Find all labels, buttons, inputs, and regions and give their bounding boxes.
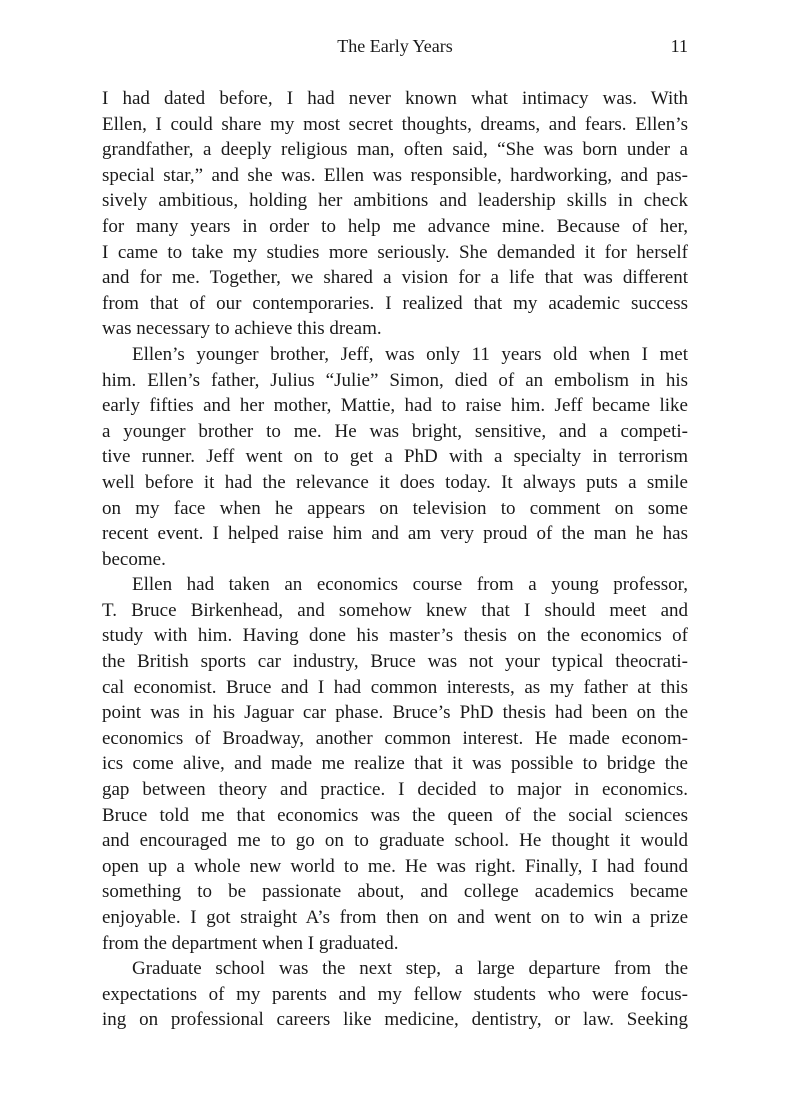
text-line: gap between theory and practice. I decided to major in economics. (102, 779, 688, 801)
text-line: I had dated before, I had never known what intimacy was. With (102, 88, 688, 109)
text-line: him. Ellen’s father, Julius “Julie” Simon, died of an embolism in his (102, 369, 688, 391)
paragraph (102, 86, 688, 342)
text-line: tive runner. Jeff went on to get a PhD with a specialty in terrorism (102, 446, 688, 468)
text-line: open up a whole new world to me. He was right. Finally, I had found (102, 855, 688, 877)
text-line: ing on professional careers like medicine, dentistry, or law. Seeking (102, 1009, 688, 1031)
text-line: expectations of my parents and my fellow students who were focus- (102, 983, 688, 1005)
text-line: study with him. Having done his master’s thesis on the economics of (102, 625, 688, 647)
text-line: cal economist. Bruce and I had common interests, as my father at this (102, 676, 688, 698)
text-line: T. Bruce Birkenhead, and somehow knew that I should meet and (102, 599, 688, 621)
text-line: Bruce told me that economics was the queen of the social sciences (102, 804, 688, 826)
text-line: Ellen, I could share my most secret thoughts, dreams, and fears. Ellen’s (102, 113, 688, 135)
text-line: from that of our contemporaries. I realized that my academic success (102, 292, 688, 314)
text-line: sively ambitious, holding her ambitions and leadership skills in check (102, 190, 688, 212)
text-line: Ellen had taken an economics course from a young professor, (132, 574, 688, 596)
text-line: the British sports car industry, Bruce was not your typical theocrati- (102, 651, 688, 673)
text-line: become. (102, 548, 166, 570)
text-line: point was in his Jaguar car phase. Bruce’s PhD thesis had been on the (102, 702, 688, 724)
text-line: enjoyable. I got straight A’s from then on and went on to win a prize (102, 907, 688, 928)
body-text (102, 86, 688, 1033)
paragraph (102, 956, 688, 1033)
text-line: ics come alive, and made me realize that it was possible to bridge the (102, 753, 688, 775)
text-line: from the department when I graduated. (102, 932, 399, 954)
text-line: recent event. I helped raise him and am very proud of the man he has (102, 523, 688, 545)
page-number: 11 (670, 36, 688, 56)
text-line: and for me. Together, we shared a vision for a life that was different (102, 267, 688, 289)
running-head-title: The Early Years (337, 36, 453, 56)
text-line: economics of Broadway, another common interest. He made econom- (102, 727, 688, 749)
text-line: grandfather, a deeply religious man, often said, “She was born under a (102, 139, 688, 161)
text-line: and encouraged me to go on to graduate school. He thought it would (102, 830, 688, 852)
text-line: for many years in order to help me advance mine. Because of her, (102, 215, 688, 237)
paragraph (102, 342, 688, 572)
text-line: was necessary to achieve this dream. (102, 318, 382, 340)
text-line: special star,” and she was. Ellen was responsible, hardworking, and pas- (102, 164, 688, 186)
paragraph (102, 572, 688, 956)
text-line: something to be passionate about, and college academics became (102, 881, 688, 903)
text-line: Ellen’s younger brother, Jeff, was only 11 years old when I met (132, 343, 688, 365)
text-line: early fifties and her mother, Mattie, had to raise him. Jeff became like (102, 395, 688, 417)
text-line: a younger brother to me. He was bright, sensitive, and a competi- (102, 420, 688, 442)
running-head (102, 36, 688, 60)
text-line: on my face when he appears on television to comment on some (102, 497, 688, 519)
text-line: I came to take my studies more seriously. She demanded it for herself (102, 241, 688, 263)
text-line: Graduate school was the next step, a large departure from the (132, 958, 688, 980)
text-line: well before it had the relevance it does today. It always puts a smile (102, 471, 688, 493)
